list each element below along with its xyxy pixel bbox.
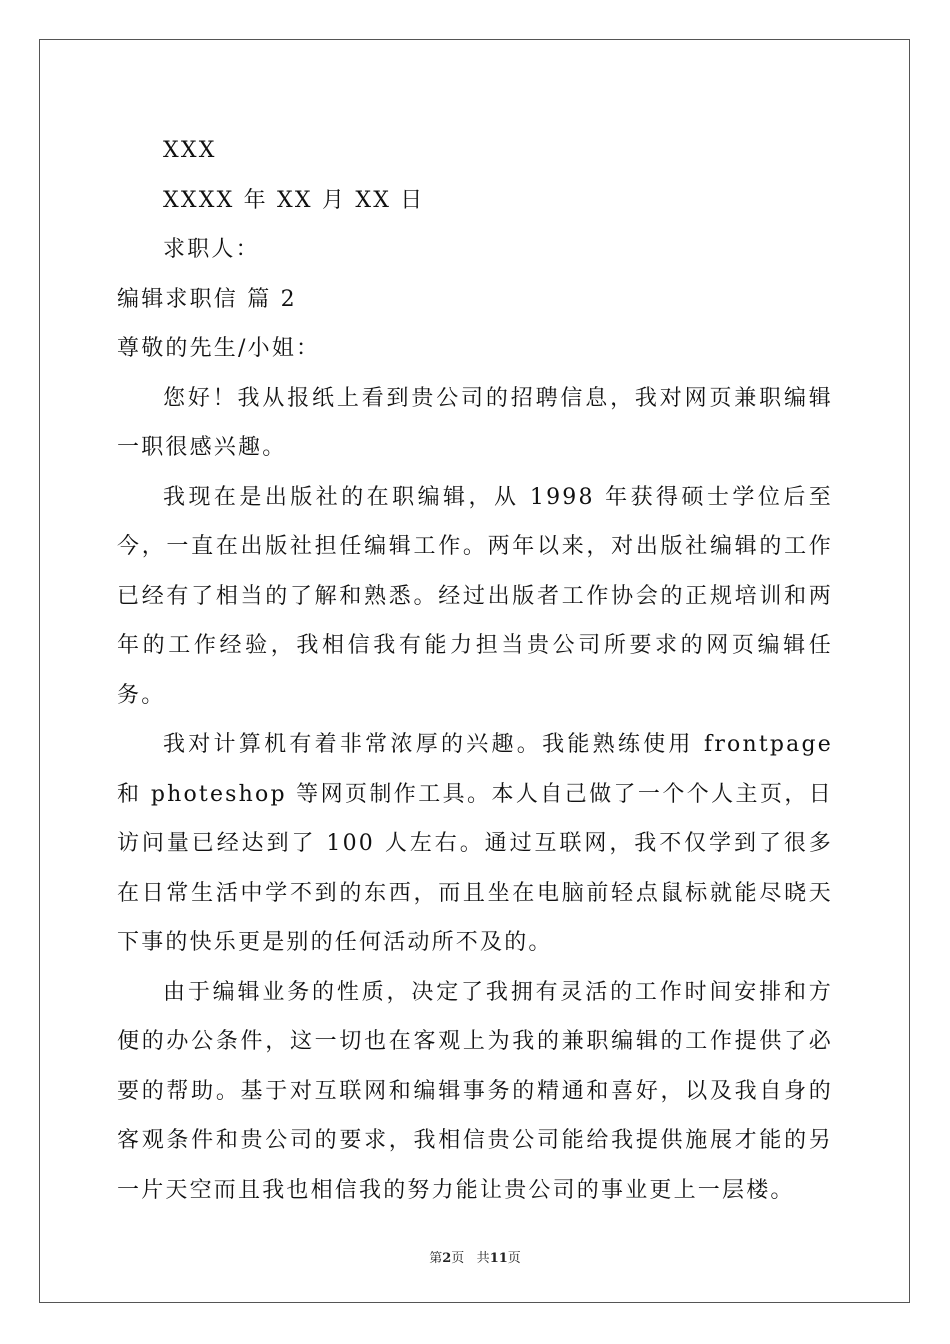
- signature-line: XXX: [163, 138, 217, 163]
- paragraph-conditions: 由于编辑业务的性质，决定了我拥有灵活的工作时间安排和方便的办公条件，这一切也在客观上为我的兼职编辑的工作提供了必要的帮助。基于对互联网和编辑事务的精通和喜好，以及我自身的客观条件和贵公司的要求，我相信贵公司能给我提供施展才能的另一片天空而且我也相信我的努力能让贵公司的事业更上一层楼。: [117, 979, 833, 1203]
- total-pages: 11: [489, 1251, 508, 1266]
- section-title: 编辑求职信 篇 2: [117, 286, 297, 312]
- page-footer: [0, 1247, 950, 1266]
- document-body: [117, 126, 833, 1215]
- applicant-label: 求职人：: [163, 237, 260, 262]
- salutation: 尊敬的先生/小姐：: [117, 336, 321, 361]
- paragraph-computer-skills: 我对计算机有着非常浓厚的兴趣。我能熟练使用 frontpage 和 photeshop 等网页制作工具。本人自己做了一个个人主页，日访问量已经达到了 100 人左右。通过互联网，我不仅学到了很多在日常生活中学不到的东西，而且坐在电脑前轻点鼠标就能尽晓天下事的快乐更是别的任何活动所不及的。: [117, 732, 833, 955]
- page-indicator: 第2页: [429, 1251, 465, 1266]
- paragraph-experience: 我现在是出版社的在职编辑，从 1998 年获得硕士学位后至今，一直在出版社担任编辑工作。两年以来，对出版社编辑的工作已经有了相当的了解和熟悉。经过出版者工作协会的正规培训和两年的工作经验，我相信我有能力担当贵公司所要求的网页编辑任务。: [117, 484, 833, 708]
- page-number: 2: [442, 1251, 452, 1266]
- paragraph-greeting: 您好！我从报纸上看到贵公司的招聘信息，我对网页兼职编辑一职很感兴趣。: [117, 385, 833, 460]
- total-pages-indicator: 共11页: [476, 1251, 521, 1266]
- date-line: XXXX 年 XX 月 XX 日: [163, 187, 425, 213]
